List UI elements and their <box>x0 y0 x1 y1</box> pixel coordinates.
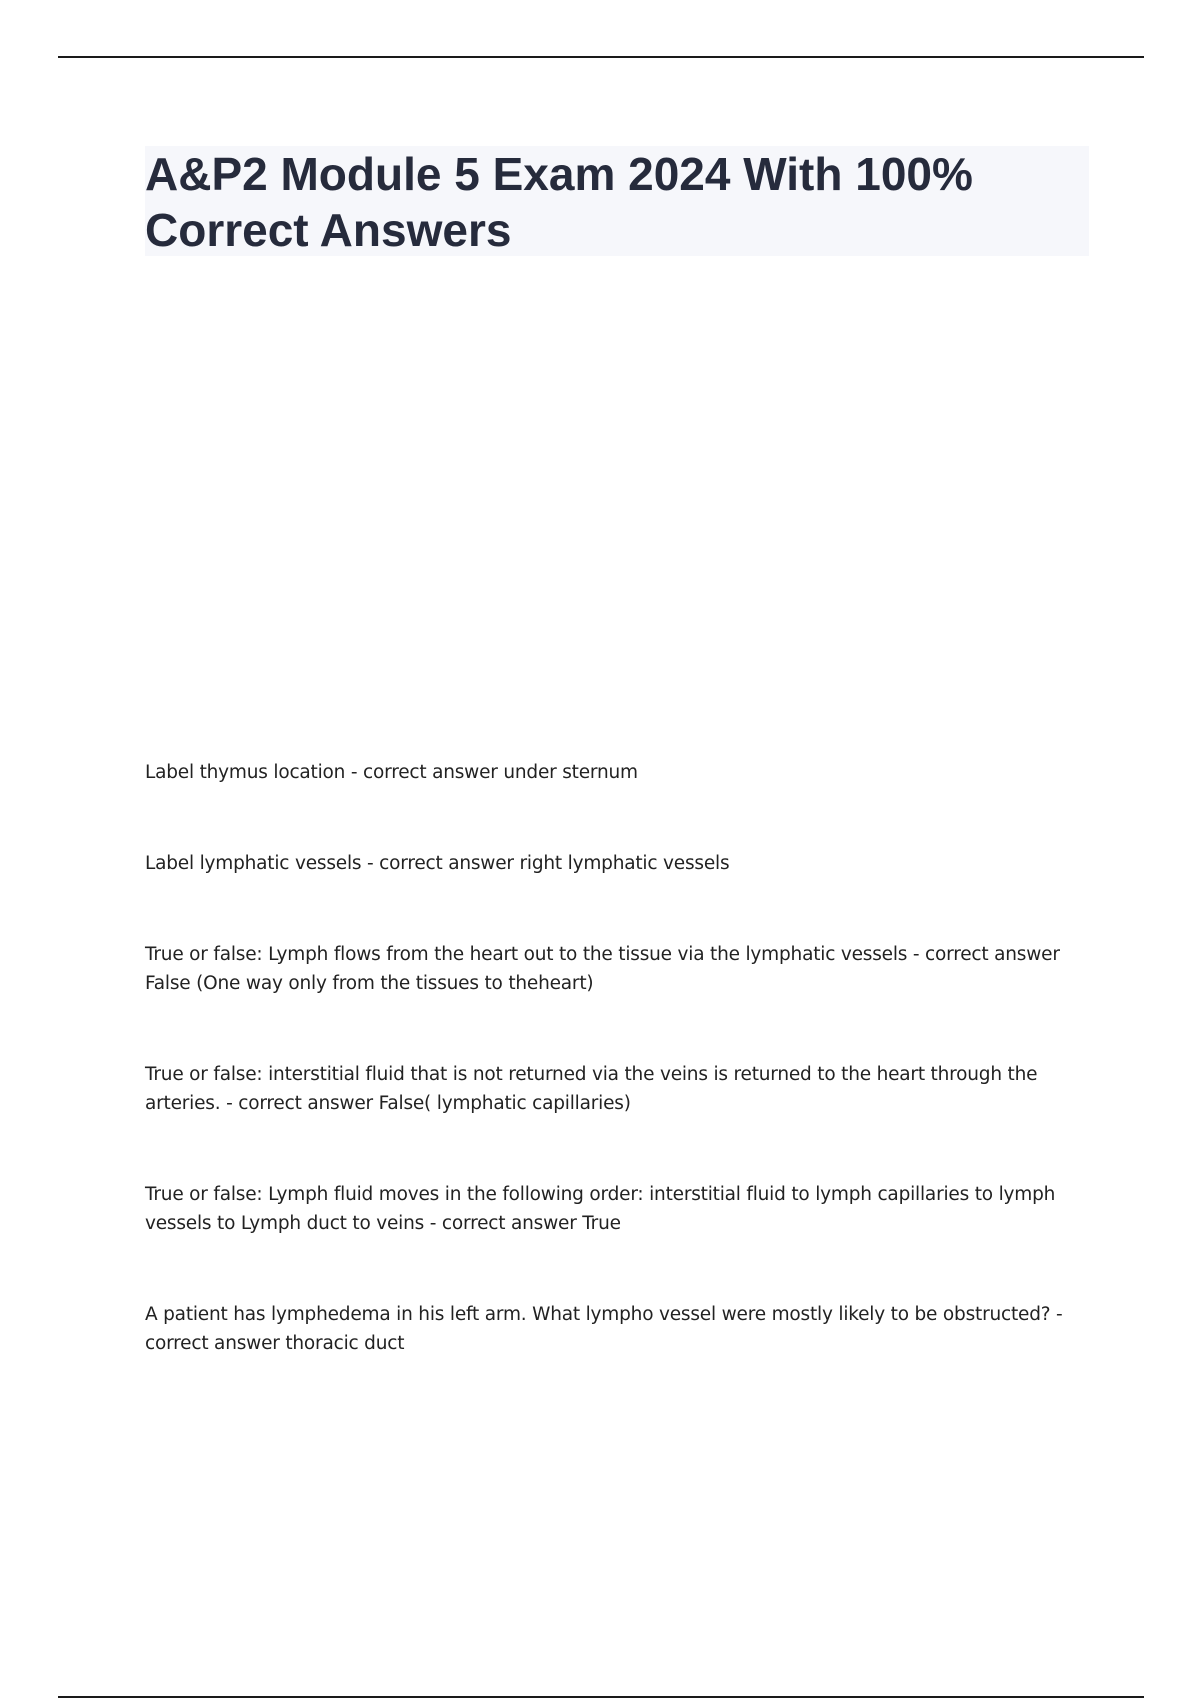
qa-item-lymph-flow: True or false: Lymph flows from the heart out to the tissue via the lymphatic vessels - correct answer False (One way only from the tissues to theheart) <box>145 944 1060 994</box>
top-rule <box>58 56 1144 58</box>
qa-item-lymph-order: True or false: Lymph fluid moves in the following order: interstitial fluid to lymph capillaries to lymph vessels to Lymph duct to veins - correct answer True <box>145 1184 1056 1234</box>
qa-item-thymus: Label thymus location - correct answer under sternum <box>145 762 638 783</box>
document-title: A&P2 Module 5 Exam 2024 With 100% Correct Answers <box>145 148 973 256</box>
qa-item-lymphatic-vessels: Label lymphatic vessels - correct answer right lymphatic vessels <box>145 853 730 874</box>
qa-item-interstitial-fluid: True or false: interstitial fluid that is not returned via the veins is returned to the heart through the arteries. - correct answer False( lymphatic capillaries) <box>145 1064 1038 1114</box>
bottom-rule <box>58 1696 1144 1698</box>
qa-list <box>145 758 1065 1358</box>
qa-item-lymphedema: A patient has lymphedema in his left arm. What lympho vessel were mostly likely to be obstructed? - correct answer thoracic duct <box>145 1304 1063 1354</box>
